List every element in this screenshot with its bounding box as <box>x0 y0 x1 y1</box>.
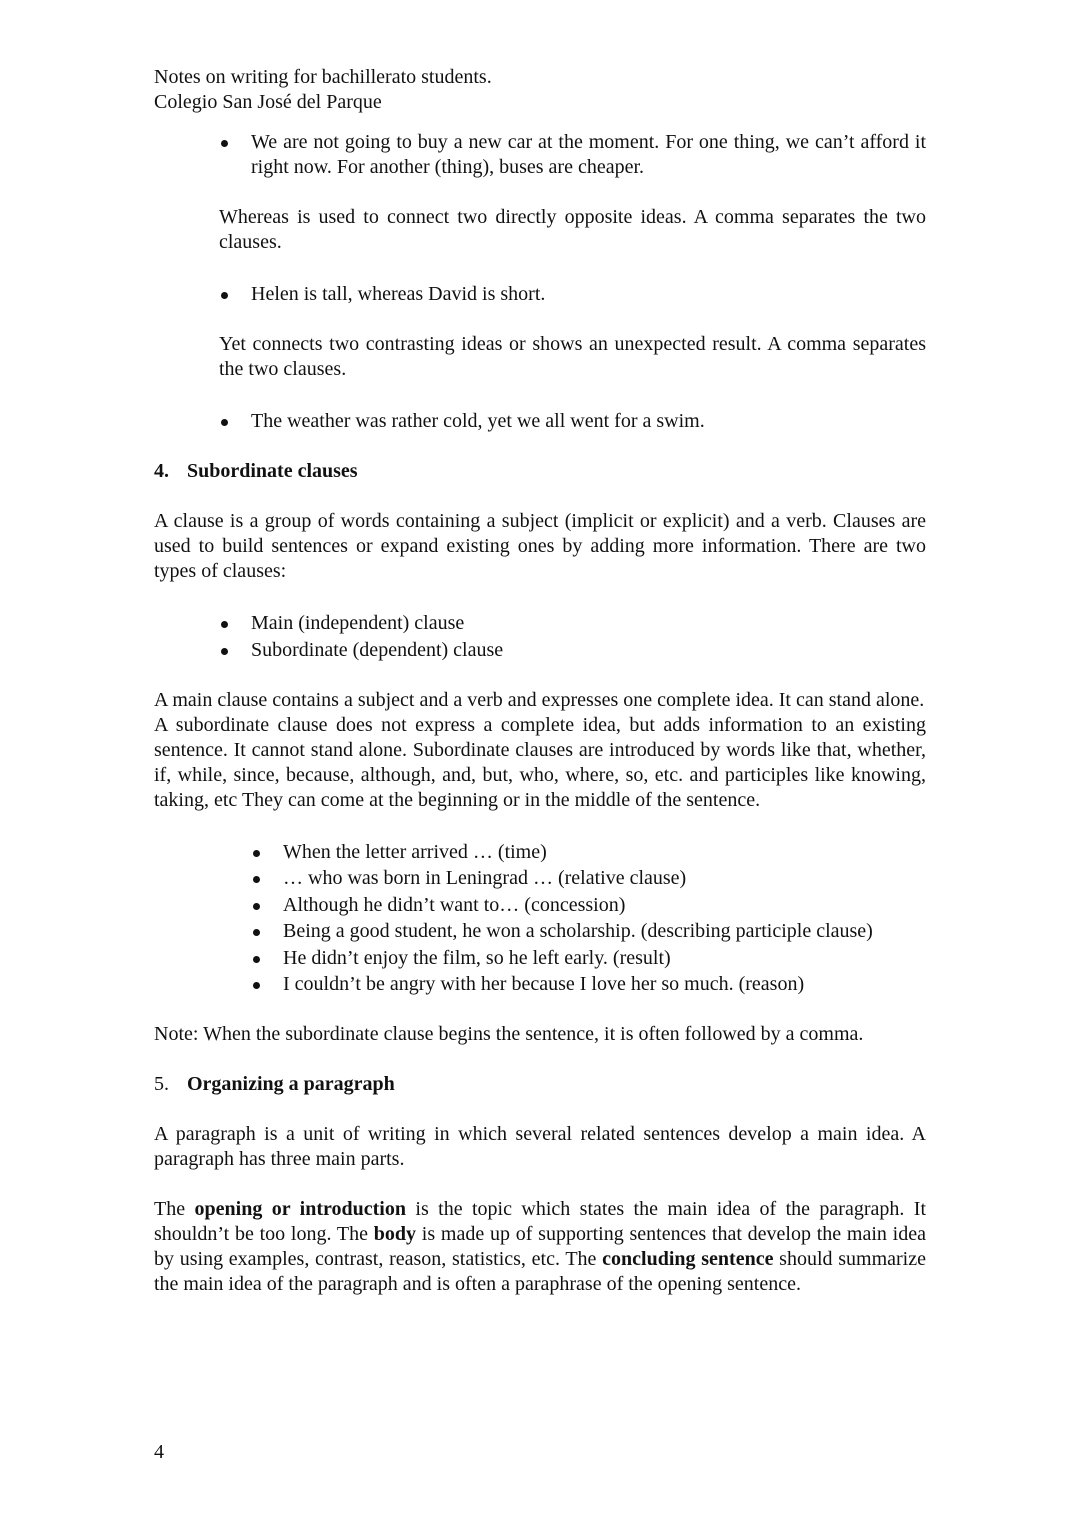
list-item: Being a good student, he won a scholarship. (describing participle clause) <box>251 919 926 944</box>
list-item: Although he didn’t want to… (concession) <box>251 893 926 918</box>
section-5-heading <box>154 1072 926 1097</box>
clause-types-list <box>219 611 926 663</box>
yet-paragraph: Yet connects two contrasting ideas or shows an unexpected result. A comma separates the two clauses. <box>219 333 926 380</box>
section-4-heading <box>154 459 926 484</box>
example-list-whereas <box>219 282 926 307</box>
section-title: Subordinate clauses <box>187 460 358 482</box>
list-item: The weather was rather cold, yet we all went for a swim. <box>219 409 926 434</box>
section-number: 4. <box>154 460 169 482</box>
term-opening: opening or introduction <box>194 1198 406 1220</box>
text-span: is made up of supporting sentences that develop the main idea by using examples, contrast, reason, statistics, etc. The <box>154 1223 926 1270</box>
note-paragraph: Note: When the subordinate clause begins the sentence, it is often followed by a comma. <box>154 1023 864 1045</box>
paragraph-definition: A paragraph is a unit of writing in which several related sentences develop a main idea. A paragraph has three main parts. <box>154 1123 926 1170</box>
list-item: I couldn’t be angry with her because I love her so much. (reason) <box>251 972 926 997</box>
text-span: should summarize the main idea of the paragraph and is often a paraphrase of the opening sentence. <box>154 1248 926 1295</box>
list-item: When the letter arrived … (time) <box>251 840 926 865</box>
term-concluding: concluding sentence <box>602 1248 774 1270</box>
paragraph-parts-description <box>154 1197 926 1297</box>
clause-intro-paragraph: A clause is a group of words containing a subject (implicit or explicit) and a verb. Clauses are used to build sentences or expand existing ones by adding more information. There are two types of clauses: <box>154 510 926 582</box>
page-header <box>154 65 492 115</box>
text-span: The <box>154 1198 195 1220</box>
subordinate-clause-paragraph: A subordinate clause does not express a complete idea, but adds information to an existing sentence. It cannot stand alone. Subordinate clauses are introduced by words like that, whether, if, while, since, because, although, and, but, who, where, so, etc. and participles like knowing, taking, etc They can come at the beginning or in the middle of the sentence. <box>154 713 926 811</box>
section-title: Organizing a paragraph <box>187 1073 395 1095</box>
example-list-connectors <box>219 130 926 180</box>
main-clause-paragraph: A main clause contains a subject and a verb and expresses one complete idea. It can stand alone. <box>154 688 925 711</box>
clause-examples-list <box>251 840 926 998</box>
whereas-paragraph: Whereas is used to connect two directly opposite ideas. A comma separates the two clauses. <box>219 206 926 253</box>
page-number: 4 <box>154 1441 164 1463</box>
term-body: body <box>373 1223 417 1245</box>
list-item: Helen is tall, whereas David is short. <box>219 282 926 307</box>
section-number: 5. <box>154 1073 169 1095</box>
header-line-1: Notes on writing for bachillerato students. <box>154 66 492 88</box>
list-item: We are not going to buy a new car at the moment. For one thing, we can’t afford it right now. For another (thing), buses are cheaper. <box>219 130 926 180</box>
list-item: Subordinate (dependent) clause <box>219 638 926 663</box>
list-item: Main (independent) clause <box>219 611 926 636</box>
header-line-2: Colegio San José del Parque <box>154 91 382 113</box>
text-span: is the topic which states the main idea of the paragraph. It shouldn’t be too long. The <box>154 1198 927 1245</box>
list-item: He didn’t enjoy the film, so he left early. (result) <box>251 946 926 971</box>
example-list-yet <box>219 409 926 434</box>
list-item: … who was born in Leningrad … (relative clause) <box>251 866 926 891</box>
page-content <box>154 130 926 1297</box>
